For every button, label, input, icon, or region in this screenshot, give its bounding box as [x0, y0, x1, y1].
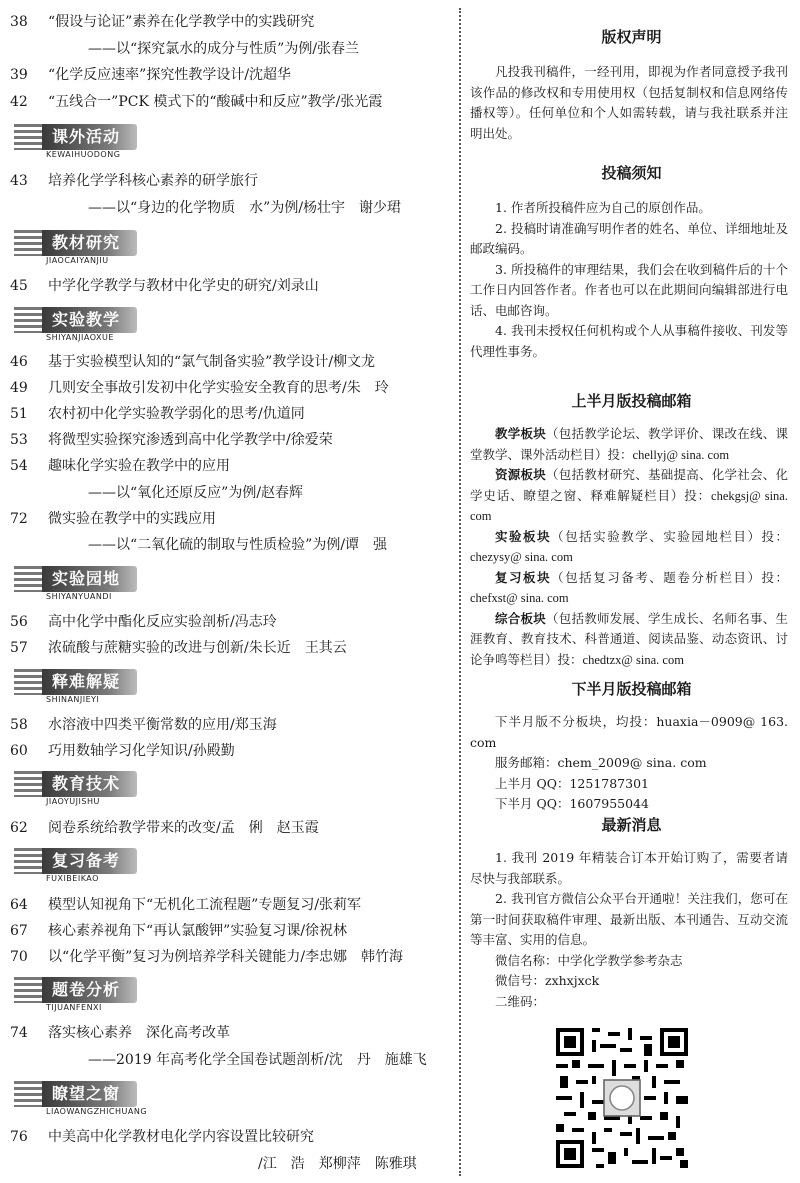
article-title: 阅卷系统给教学带来的改变/孟 俐 赵玉霞 — [48, 820, 319, 836]
stripe-decoration — [14, 977, 42, 1003]
wechat-name: 微信名称：中学化学教学参考杂志 — [495, 952, 683, 968]
page-number: 58 — [10, 717, 28, 733]
article-title: “五线合一”PCK 模式下的“酸碱中和反应”教学/张光霞 — [48, 94, 383, 110]
page-number: 72 — [10, 511, 28, 527]
page-number: 64 — [10, 897, 28, 913]
page-number: 45 — [10, 278, 28, 294]
stripe-decoration — [14, 307, 42, 333]
toc-item[interactable] — [10, 354, 450, 371]
page-number: 38 — [10, 14, 28, 30]
copyright-title: 版权声明 — [601, 28, 662, 46]
paragraph: 3. 所投稿件的审理结果，我们会在收到稿件后的十个工作日内回答作者。作者也可以在此期间向编辑部进行电话、电邮咨询。 — [470, 261, 788, 318]
stripe-decoration — [14, 230, 42, 256]
section-header — [14, 665, 444, 705]
article-title: 浓硫酸与蔗糖实验的改进与创新/朱长近 王其云 — [48, 640, 347, 656]
article-title: 中美高中化学教材电化学内容设置比较研究 — [48, 1129, 314, 1145]
email-link[interactable]: chekgsj@ sina. com — [470, 488, 788, 523]
toc-item[interactable] — [10, 278, 450, 295]
section-title: 题卷分析 — [52, 980, 121, 999]
stripe-decoration — [14, 771, 42, 797]
section-pinyin: TIJUANFENXI — [46, 1003, 102, 1012]
section-pinyin: SHINANJIEYI — [46, 695, 100, 704]
toc-item[interactable] — [10, 949, 450, 966]
section-pinyin: LIAOWANGZHICHUANG — [46, 1107, 148, 1116]
board-entry — [470, 527, 788, 568]
page-number: 76 — [10, 1129, 28, 1145]
board-name: 资源板块 — [495, 467, 546, 482]
board-entry — [470, 465, 788, 527]
article-title: 巧用数轴学习化学知识/孙殿勤 — [48, 743, 235, 759]
paragraph: 2. 投稿时请准确写明作者的姓名、单位、详细地址及邮政编码。 — [470, 220, 788, 256]
stripe-decoration — [14, 669, 42, 695]
section-header — [14, 303, 444, 343]
paragraph: 2. 我刊官方微信公众平台开通啦！关注我们，您可在第一时间获取稿件审理、最新出版、本刊通告、互动交流等丰富、实用的信息。 — [470, 891, 788, 947]
article-title: 模型认知视角下“无机化工流程题”专题复习/张莉军 — [48, 897, 362, 913]
article-title: 农村初中化学实验教学弱化的思考/仇道同 — [48, 406, 305, 422]
board-desc: （包括教材研究、基础提高、化学社会、化学史话、瞭望之窗、释难解疑栏目）投： — [470, 467, 788, 503]
board-desc: （包括实验教学、实验园地栏目）投： — [551, 528, 788, 544]
article-title: 核心素养视角下“再认氯酸钾”实验复习课/徐祝林 — [48, 923, 348, 939]
page-number: 43 — [10, 173, 28, 189]
article-title: 微实验在教学中的实践应用 — [48, 511, 216, 527]
wechat-id: 微信号：zxhxjxck — [495, 973, 600, 988]
paragraph: 1. 作者所投稿件应为自己的原创作品。 — [495, 200, 711, 215]
page-number: 54 — [10, 458, 28, 474]
section-title: 瞭望之窗 — [52, 1084, 121, 1103]
toc-item[interactable] — [10, 67, 450, 84]
email-link[interactable]: chedtzx@ sina. com — [582, 652, 684, 667]
article-subtitle: ——2019 年高考化学全国卷试题剖析/沈 丹 施雄飞 — [88, 1052, 427, 1068]
article-title: 以“化学平衡”复习为例培养学科关键能力/李忠娜 韩竹海 — [48, 949, 404, 965]
paragraph: 4. 我刊未授权任何机构或个人从事稿件接收、刊发等代理性事务。 — [470, 323, 788, 359]
page-number: 60 — [10, 743, 28, 759]
section-pinyin: FUXIBEIKAO — [46, 874, 99, 883]
copyright-text — [470, 62, 788, 144]
stripe-decoration — [14, 124, 42, 150]
toc-item[interactable] — [10, 1025, 450, 1042]
section-title: 复习备考 — [52, 851, 121, 870]
stripe-decoration — [14, 848, 42, 874]
section-header — [14, 562, 444, 602]
news-items — [470, 848, 788, 1012]
article-title: 几则安全事故引发初中化学实验安全教育的思考/朱 玲 — [48, 380, 389, 396]
toc-item[interactable] — [10, 923, 450, 940]
qr-label: 二维码： — [495, 993, 546, 1009]
article-title: 落实核心素养 深化高考改革 — [48, 1025, 230, 1041]
section-title: 教育技术 — [52, 774, 121, 793]
text-line: 下半月 QQ：1607955044 — [495, 796, 649, 811]
paragraph: 凡投我刊稿件，一经刊用，即视为作者同意授予我刊该作品的修改权和专用使用权（包括复制权和信息网络传播权等）。任何单位和个人如需转载，请与我社联系并注明出处。 — [470, 64, 788, 141]
second-half-title: 下半月版投稿邮箱 — [571, 680, 692, 698]
toc-item[interactable] — [10, 94, 450, 111]
page-number: 70 — [10, 949, 28, 965]
page-number: 62 — [10, 820, 28, 836]
page-number: 51 — [10, 406, 28, 422]
section-header — [14, 1077, 444, 1117]
page-number: 49 — [10, 380, 28, 396]
board-name: 综合板块 — [495, 610, 546, 626]
toc-item[interactable] — [10, 820, 450, 837]
toc-item[interactable] — [10, 432, 450, 449]
text-line: 上半月 QQ：1251787301 — [495, 775, 649, 791]
toc-item[interactable] — [10, 640, 450, 657]
article-subtitle: ——以“氧化还原反应”为例/赵春辉 — [88, 485, 304, 501]
toc-item[interactable] — [10, 1129, 450, 1146]
toc-item[interactable] — [10, 173, 450, 190]
article-title: 基于实验模型认知的“氯气制备实验”教学设计/柳文龙 — [48, 354, 376, 370]
section-pinyin: KEWAIHUODONG — [46, 150, 121, 159]
section-header — [14, 120, 444, 160]
submission-notes — [470, 198, 788, 362]
page-number: 56 — [10, 614, 28, 630]
stripe-decoration — [14, 566, 42, 592]
page-number: 42 — [10, 94, 28, 110]
board-name: 实验板块 — [495, 528, 552, 544]
section-header — [14, 767, 444, 807]
news-title: 最新消息 — [601, 816, 662, 834]
section-title: 课外活动 — [52, 127, 121, 146]
toc-item[interactable] — [10, 380, 450, 397]
toc-item[interactable] — [10, 614, 450, 631]
stripe-decoration — [14, 1081, 42, 1107]
page-number: 57 — [10, 640, 28, 656]
article-title: 水溶液中四类平衡常数的应用/郑玉海 — [48, 717, 277, 733]
section-header — [14, 844, 444, 884]
section-title: 实验教学 — [52, 310, 121, 329]
toc-item[interactable] — [10, 458, 450, 475]
email-link[interactable]: chellyj@ sina. com — [632, 447, 730, 462]
article-subtitle: ——以“身边的化学物质 水”为例/杨壮宇 谢少珺 — [88, 200, 402, 216]
text-line: 服务邮箱：chem_2009@ sina. com — [495, 755, 707, 770]
toc-item[interactable] — [10, 717, 450, 734]
article-title: “化学反应速率”探究性教学设计/沈超华 — [48, 67, 292, 83]
board-entry — [470, 568, 788, 609]
page-number: 39 — [10, 67, 28, 83]
section-pinyin: SHIYANJIAOXUE — [46, 333, 114, 342]
submission-title: 投稿须知 — [601, 164, 662, 182]
section-title: 释难解疑 — [52, 672, 121, 691]
article-title: 中学化学教学与教材中化学史的研究/刘录山 — [48, 278, 319, 294]
section-pinyin: JIAOCAIYANJIU — [46, 256, 109, 265]
board-desc: （包括教师发展、学生成长、名师名事、生涯教育、教育技术、科普通道、阅读品鉴、动态资讯、讨论争鸣等栏目）投： — [470, 610, 788, 667]
article-authors: /江 浩 郑柳萍 陈雅琪 — [258, 1156, 417, 1172]
first-half-boards — [470, 424, 788, 670]
page-number: 74 — [10, 1025, 28, 1041]
article-title: 趣味化学实验在教学中的应用 — [48, 458, 230, 474]
board-entry — [470, 609, 788, 671]
page-number: 46 — [10, 354, 28, 370]
first-half-title: 上半月版投稿邮箱 — [571, 392, 692, 410]
toc-item[interactable] — [10, 14, 450, 31]
article-title: 将微型实验探究渗透到高中化学教学中/徐爱荣 — [48, 432, 333, 448]
board-desc: （包括教学论坛、教学评价、课改在线、课堂教学、课外活动栏目）投： — [470, 426, 788, 462]
board-entry — [470, 424, 788, 465]
article-subtitle: ——以“探究氯水的成分与性质”为例/张春兰 — [88, 41, 360, 57]
section-header — [14, 973, 444, 1013]
section-header — [14, 226, 444, 266]
email-link[interactable]: chefxst@ sina. com — [470, 591, 569, 605]
board-name: 教学板块 — [495, 426, 546, 441]
board-desc: （包括复习备考、题卷分析栏目）投： — [551, 569, 788, 585]
section-pinyin: JIAOYUJISHU — [46, 797, 100, 806]
notice-column — [468, 0, 795, 1183]
article-subtitle: ——以“二氧化硫的制取与性质检验”为例/谭 强 — [88, 537, 388, 553]
column-divider — [459, 8, 461, 1176]
qr-code[interactable] — [556, 1028, 688, 1168]
section-title: 实验园地 — [52, 569, 121, 588]
toc-item[interactable] — [10, 897, 450, 914]
second-half-lines — [470, 712, 788, 815]
text-line: 下半月版不分板块，均投：huaxia－0909@ 163. com — [470, 714, 788, 750]
board-name: 复习板块 — [495, 569, 552, 585]
section-title: 教材研究 — [52, 233, 121, 252]
toc-item[interactable] — [10, 511, 450, 528]
page-number: 67 — [10, 923, 28, 939]
article-title: “假设与论证”素养在化学教学中的实践研究 — [48, 14, 315, 30]
paragraph: 1. 我刊 2019 年精装合订本开始订购了，需要者请尽快与我部联系。 — [470, 850, 788, 886]
email-link[interactable]: chezysy@ sina. com — [470, 550, 573, 564]
article-title: 高中化学中酯化反应实验剖析/冯志玲 — [48, 614, 277, 630]
toc-item[interactable] — [10, 406, 450, 423]
toc-item[interactable] — [10, 743, 450, 760]
page-number: 53 — [10, 432, 28, 448]
article-title: 培养化学学科核心素养的研学旅行 — [48, 173, 258, 189]
section-pinyin: SHIYANYUANDI — [46, 592, 112, 601]
